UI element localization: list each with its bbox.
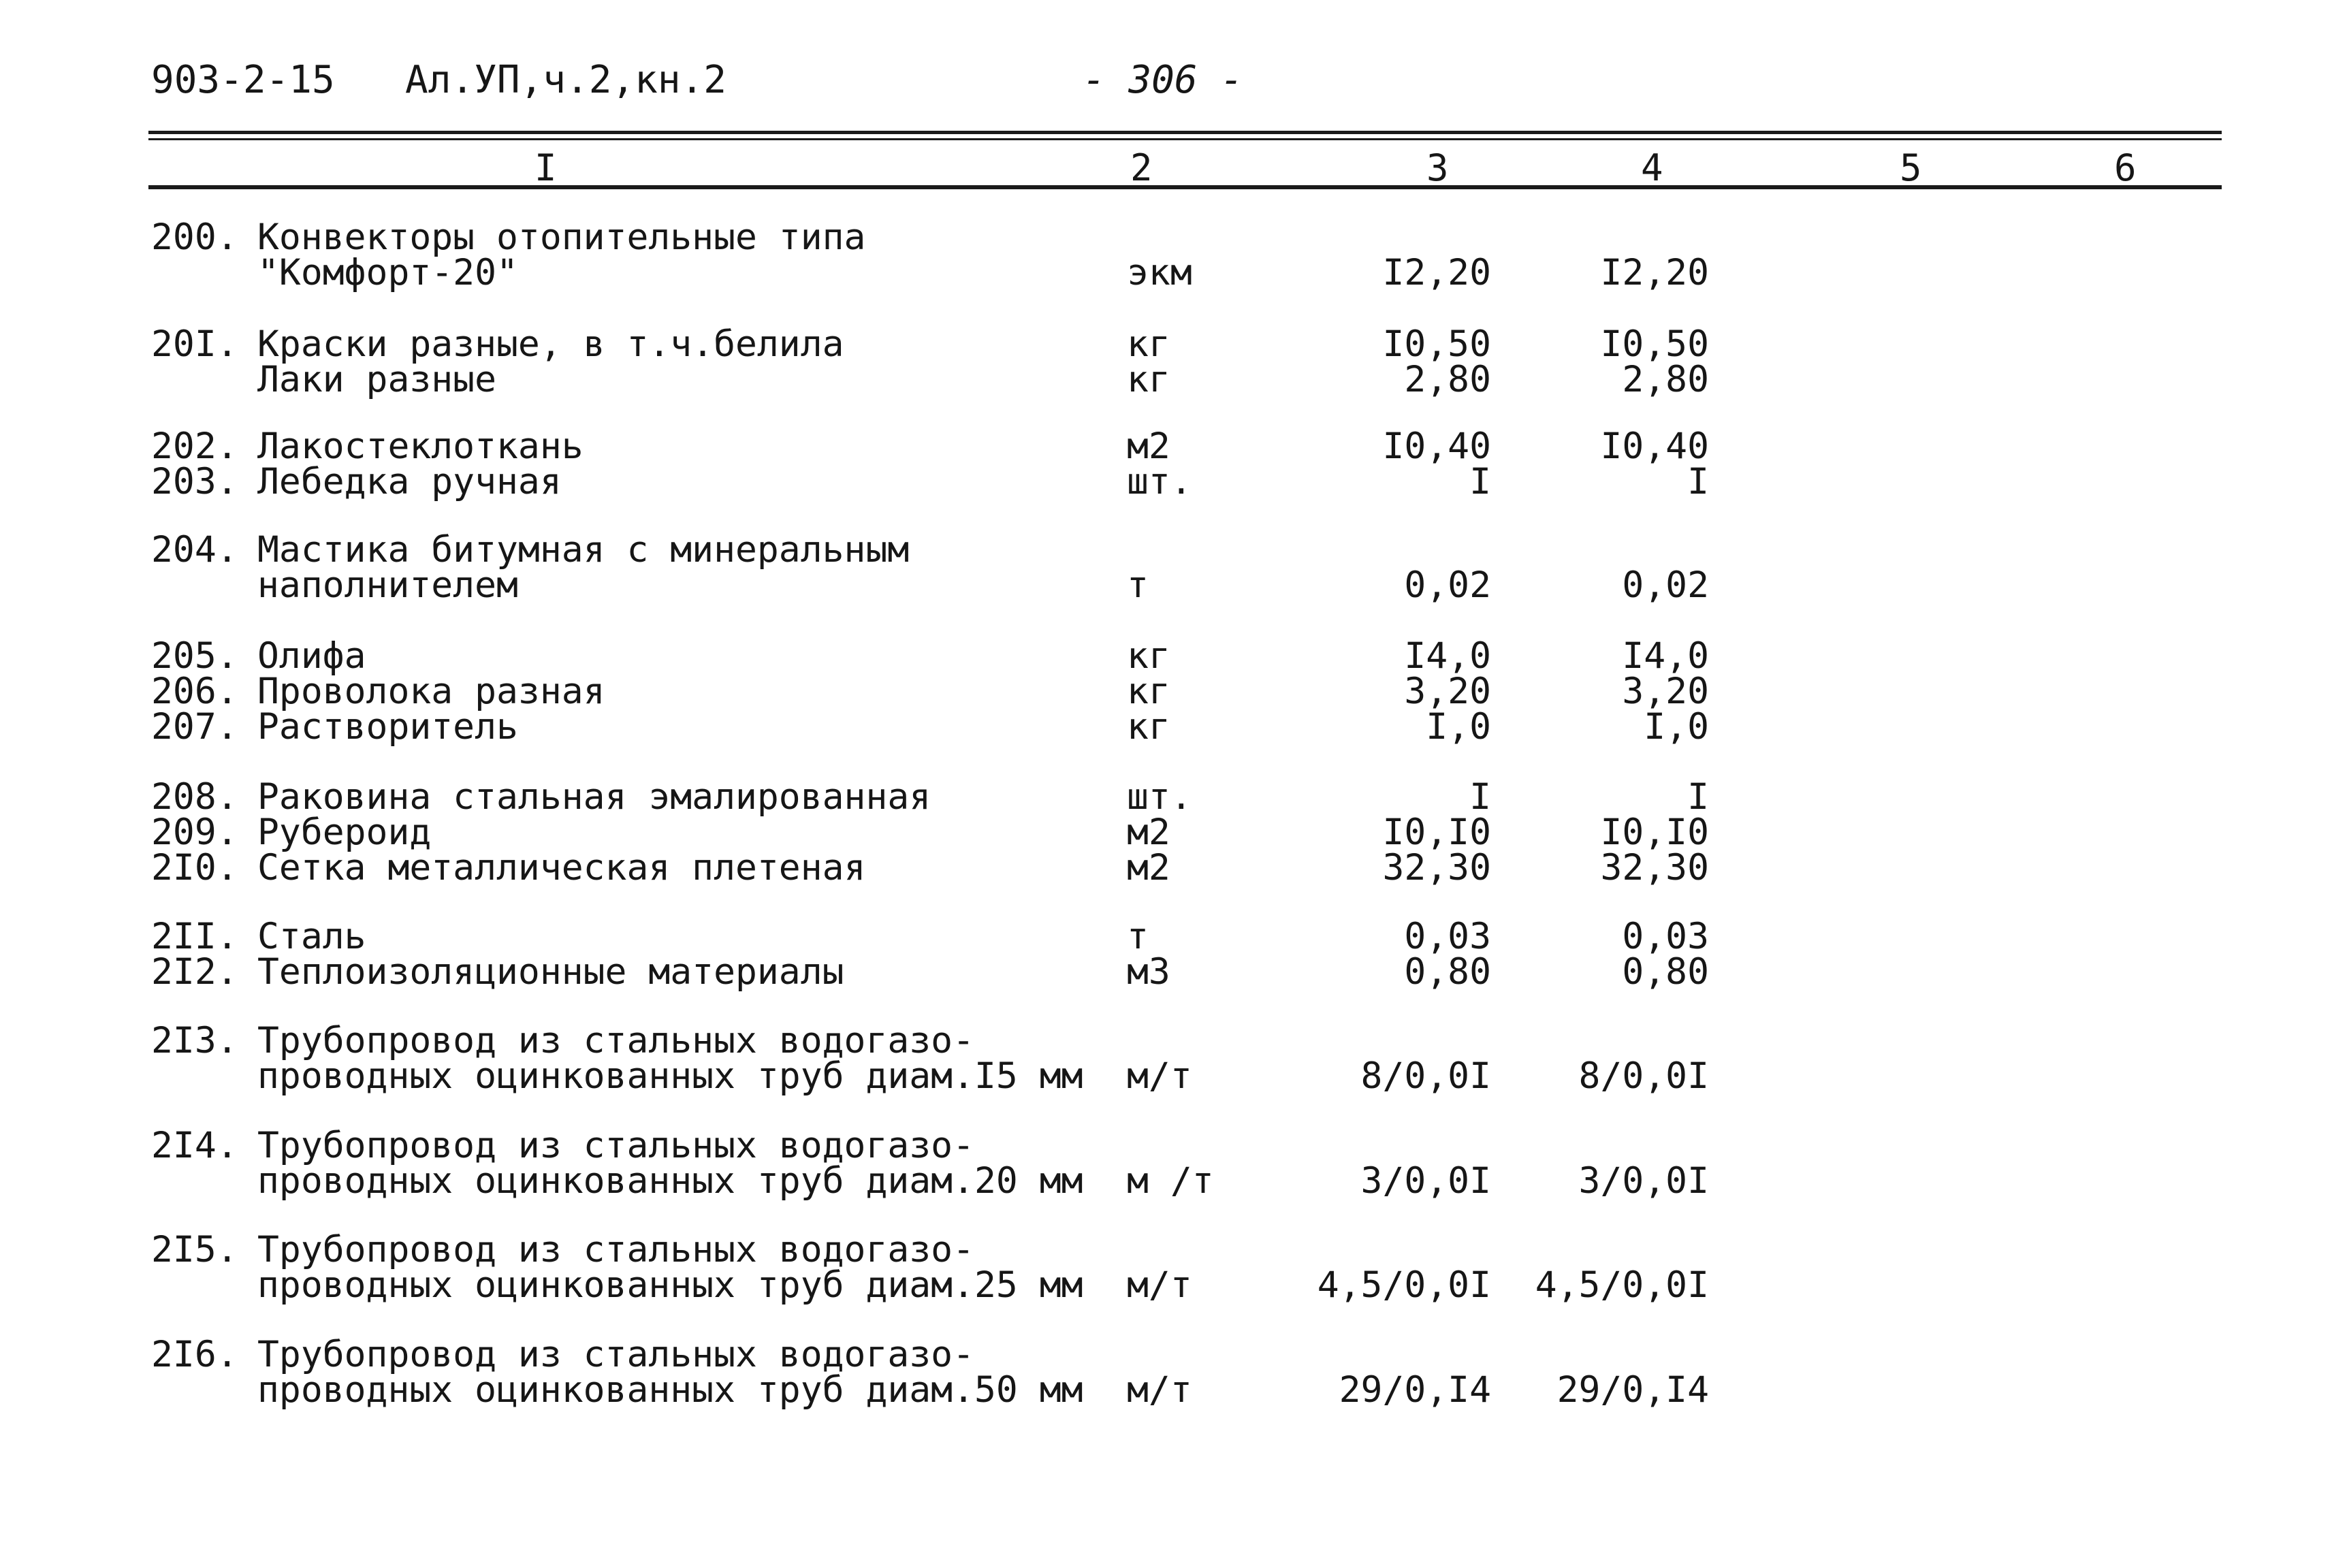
row-number: 206. <box>151 671 238 712</box>
value-col-3: 29/0,I4 <box>1339 1369 1491 1411</box>
row-number: 208. <box>151 776 238 818</box>
value-col-3: 0,80 <box>1404 951 1491 993</box>
column-header-6: 6 <box>2114 146 2137 189</box>
value-col-4: I0,I0 <box>1600 812 1709 853</box>
table-row <box>0 1229 2332 1270</box>
table-row <box>0 671 2332 712</box>
table-row <box>0 564 2332 606</box>
unit: м/т <box>1127 1264 1192 1306</box>
unit: кг <box>1127 635 1170 677</box>
row-number: 209. <box>151 812 238 853</box>
value-col-4: 0,03 <box>1622 916 1709 957</box>
row-number: 205. <box>151 635 238 677</box>
unit: шт. <box>1127 461 1192 502</box>
value-col-3: 2,80 <box>1404 359 1491 400</box>
unit: шт. <box>1127 776 1192 818</box>
table-row <box>0 776 2332 818</box>
table-row <box>0 1264 2332 1306</box>
material-name: Конвекторы отопительные типа <box>257 217 866 258</box>
value-col-3: 0,03 <box>1404 916 1491 957</box>
value-col-4: 0,02 <box>1622 564 1709 606</box>
table-row <box>0 812 2332 853</box>
material-name: Лаки разные <box>257 359 496 400</box>
material-name: наполнителем <box>257 564 518 606</box>
row-number: 2I0. <box>151 847 238 889</box>
column-header-2: 2 <box>1130 146 1153 189</box>
table-row <box>0 1020 2332 1061</box>
unit: м2 <box>1127 812 1170 853</box>
material-name: Теплоизоляционные материалы <box>257 951 844 993</box>
material-name: Трубопровод из стальных водогазо- <box>257 1020 974 1061</box>
material-name: "Комфорт-20" <box>257 252 518 293</box>
material-name: проводных оцинкованных труб диам.25 мм <box>257 1264 1083 1306</box>
column-header-1: I <box>534 146 557 189</box>
row-number: 2I6. <box>151 1334 238 1375</box>
value-col-4: 32,30 <box>1600 847 1709 889</box>
unit: экм <box>1127 252 1192 293</box>
material-name: проводных оцинкованных труб диам.50 мм <box>257 1369 1083 1411</box>
row-number: 200. <box>151 217 238 258</box>
value-col-3: I4,0 <box>1404 635 1491 677</box>
value-col-4: 3/0,0I <box>1578 1160 1709 1202</box>
value-col-4: I,0 <box>1644 706 1709 748</box>
value-col-4: I4,0 <box>1622 635 1709 677</box>
header-rule-top-inner <box>148 138 2222 140</box>
material-name: Лакостеклоткань <box>257 426 584 467</box>
table-row <box>0 1369 2332 1411</box>
table-row <box>0 217 2332 258</box>
value-col-3: I <box>1469 461 1491 502</box>
row-number: 2I5. <box>151 1229 238 1270</box>
value-col-4: I2,20 <box>1600 252 1709 293</box>
table-row <box>0 1160 2332 1202</box>
value-col-3: I0,I0 <box>1382 812 1491 853</box>
value-col-3: 0,02 <box>1404 564 1491 606</box>
column-header-3: 3 <box>1426 146 1449 189</box>
value-col-4: 4,5/0,0I <box>1535 1264 1709 1306</box>
value-col-3: I,0 <box>1426 706 1491 748</box>
row-number: 2I3. <box>151 1020 238 1061</box>
value-col-3: I <box>1469 776 1491 818</box>
row-number: 204. <box>151 529 238 571</box>
unit: м/т <box>1127 1369 1192 1411</box>
material-name: Краски разные, в т.ч.белила <box>257 323 844 365</box>
unit: м2 <box>1127 426 1170 467</box>
material-name: Раковина стальная эмалированная <box>257 776 931 818</box>
row-number: 20I. <box>151 323 238 365</box>
value-col-3: I2,20 <box>1382 252 1491 293</box>
value-col-4: 2,80 <box>1622 359 1709 400</box>
unit: т <box>1127 564 1149 606</box>
document-reference: Ал.УП,ч.2,кн.2 <box>405 58 727 102</box>
value-col-4: I0,50 <box>1600 323 1709 365</box>
header-rule-top <box>148 131 2222 134</box>
unit: т <box>1127 916 1149 957</box>
table-row <box>0 1055 2332 1097</box>
row-number: 2II. <box>151 916 238 957</box>
table-row <box>0 951 2332 993</box>
material-name: Проволока разная <box>257 671 605 712</box>
column-header-4: 4 <box>1641 146 1663 189</box>
material-name: Мастика битумная с минеральным <box>257 529 910 571</box>
unit: кг <box>1127 359 1170 400</box>
value-col-4: 29/0,I4 <box>1556 1369 1709 1411</box>
value-col-3: 4,5/0,0I <box>1317 1264 1491 1306</box>
table-row <box>0 359 2332 400</box>
material-name: Трубопровод из стальных водогазо- <box>257 1229 974 1270</box>
material-name: Олифа <box>257 635 366 677</box>
material-name: Растворитель <box>257 706 518 748</box>
unit: м2 <box>1127 847 1170 889</box>
value-col-4: I0,40 <box>1600 426 1709 467</box>
table-row <box>0 529 2332 571</box>
value-col-4: I <box>1687 461 1709 502</box>
table-row <box>0 916 2332 957</box>
value-col-3: I0,50 <box>1382 323 1491 365</box>
value-col-3: I0,40 <box>1382 426 1491 467</box>
material-name: проводных оцинкованных труб диам.I5 мм <box>257 1055 1083 1097</box>
material-name: Сталь <box>257 916 366 957</box>
unit: кг <box>1127 323 1170 365</box>
value-col-3: 3/0,0I <box>1360 1160 1491 1202</box>
table-row <box>0 252 2332 293</box>
unit: кг <box>1127 706 1170 748</box>
value-col-3: 3,20 <box>1404 671 1491 712</box>
value-col-4: 8/0,0I <box>1578 1055 1709 1097</box>
table-row <box>0 847 2332 889</box>
unit: кг <box>1127 671 1170 712</box>
value-col-4: 3,20 <box>1622 671 1709 712</box>
table-row <box>0 461 2332 502</box>
material-name: Рубероид <box>257 812 432 853</box>
value-col-4: 0,80 <box>1622 951 1709 993</box>
column-header-5: 5 <box>1900 146 1922 189</box>
table-row <box>0 1125 2332 1166</box>
material-name: Трубопровод из стальных водогазо- <box>257 1334 974 1375</box>
table-row <box>0 706 2332 748</box>
value-col-3: 32,30 <box>1382 847 1491 889</box>
material-name: Трубопровод из стальных водогазо- <box>257 1125 974 1166</box>
table-row <box>0 1334 2332 1375</box>
unit: м3 <box>1127 951 1170 993</box>
unit: м /т <box>1127 1160 1214 1202</box>
page-number: - 306 - <box>1083 58 1244 102</box>
value-col-3: 8/0,0I <box>1360 1055 1491 1097</box>
table-row <box>0 426 2332 467</box>
document-code: 903-2-15 <box>151 58 335 102</box>
row-number: 202. <box>151 426 238 467</box>
row-number: 2I2. <box>151 951 238 993</box>
value-col-4: I <box>1687 776 1709 818</box>
table-row <box>0 635 2332 677</box>
table-row <box>0 323 2332 365</box>
unit: м/т <box>1127 1055 1192 1097</box>
material-name: проводных оцинкованных труб диам.20 мм <box>257 1160 1083 1202</box>
row-number: 203. <box>151 461 238 502</box>
material-name: Лебедка ручная <box>257 461 562 502</box>
row-number: 2I4. <box>151 1125 238 1166</box>
material-name: Сетка металлическая плетеная <box>257 847 866 889</box>
row-number: 207. <box>151 706 238 748</box>
